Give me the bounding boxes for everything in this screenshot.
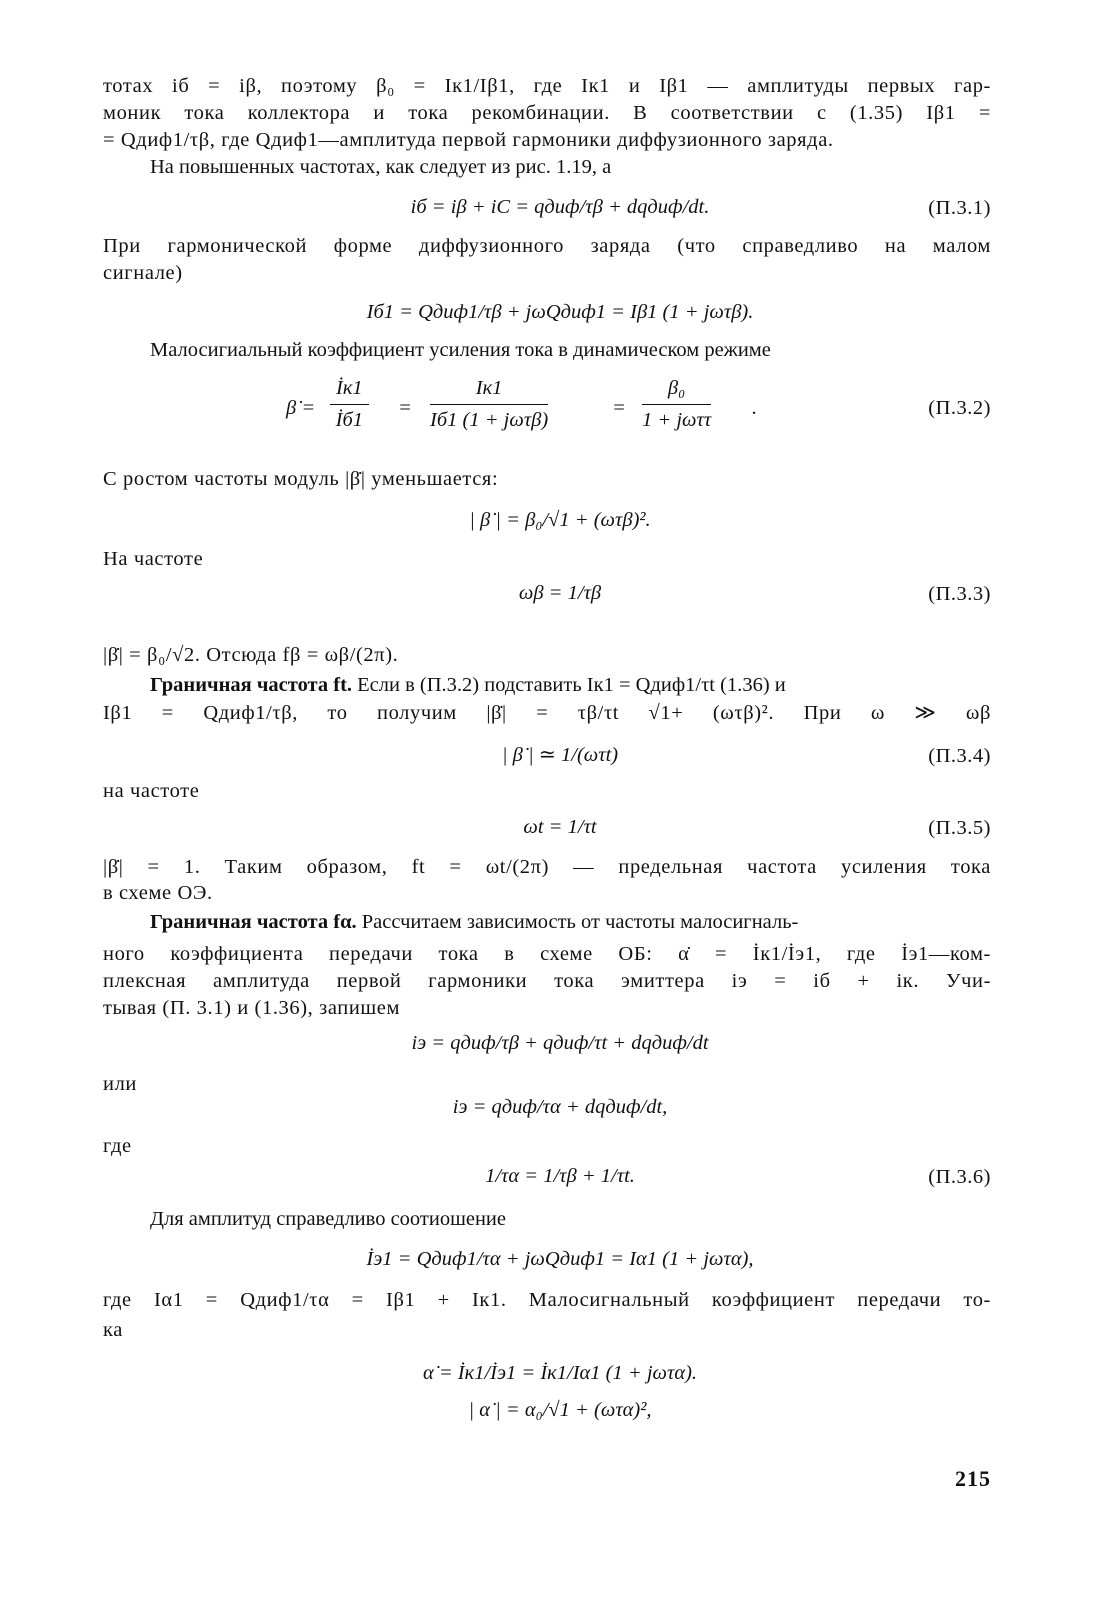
text-line: сигнале) [103, 262, 183, 284]
text-line: моник тока коллектора и тока рекомбинации. В соответствии с (1.35) Iβ1 = [103, 102, 991, 124]
equation-ie1: iэ = qдиф/τβ + qдиф/τt + dqдиф/dt [411, 1032, 709, 1054]
text-line: Граничная частота ft. Если в (П.3.2) подставить Iк1 = Qдиф1/τt (1.36) и [150, 674, 786, 696]
equation-alpha-modulus: | α̇ | = α₀/√1 + (ωτα)², [468, 1399, 652, 1421]
period: . [752, 397, 758, 419]
equation-number: (П.3.1) [928, 197, 991, 219]
fraction-numerator: β₀ [642, 377, 711, 405]
text-line: на частоте [103, 780, 200, 802]
equation-number: (П.3.2) [928, 397, 991, 419]
equation-ib1: Iб1 = Qдиф1/τβ + jωQдиф1 = Iβ1 (1 + jωτβ). [366, 301, 754, 323]
section-heading: Граничная частота ft. [150, 674, 353, 696]
text-line: |β̇| = 1. Таким образом, ft = ωt/(2π) — предельная частота усиления тока [103, 856, 991, 878]
text-line: На частоте [103, 548, 204, 570]
text-line: в схеме ОЭ. [103, 882, 213, 904]
text-line: или [103, 1073, 137, 1095]
text-line: С ростом частоты модуль |β̇| уменьшается: [103, 468, 499, 490]
equation-p35: ωt = 1/τt [523, 816, 597, 838]
fraction-beta0 [642, 377, 711, 432]
fraction-denominator: Iб1 (1 + jωτβ) [430, 409, 549, 431]
equation-p31: iб = iβ + iC = qдиф/τβ + dqдиф/dt. [410, 196, 710, 218]
text-line: = Qдиф1/τβ, где Qдиф1—амплитуда первой гармоники диффузионного заряда. [103, 129, 834, 151]
equation-ie2: iэ = qдиф/τα + dqдиф/dt, [452, 1096, 668, 1118]
text-line: Граничная частота fα. Рассчитаем зависимость от частоты малосигналь- [150, 911, 799, 933]
equals-sign: = [612, 397, 626, 419]
section-heading: Граничная частота fα. [150, 911, 357, 933]
text-line: Iβ1 = Qдиф1/τβ, то получим |β̇| = τβ/τt √1+ (ωτβ)². При ω ≫ ωβ [103, 702, 991, 724]
fraction-numerator: Iк1 [430, 377, 548, 405]
fraction-numerator: İк1 [330, 377, 369, 405]
text-line: где [103, 1135, 132, 1157]
equation-number: (П.3.5) [928, 817, 991, 839]
equals-sign: = [398, 397, 412, 419]
equation-number: (П.3.6) [928, 1166, 991, 1188]
text-line: тотах iб = iβ, поэтому β₀ = Iк1/Iβ1, где Iк1 и Iβ1 — амплитуды первых гар- [103, 75, 991, 97]
text-line: плексная амплитуда первой гармоники тока эмиттера iэ = iб + iк. Учи- [103, 970, 991, 992]
equation-p34: | β̇ | ≃ 1/(ωτt) [501, 744, 619, 766]
equation-number: (П.3.3) [928, 583, 991, 605]
equation-alpha: α̇ = İк1/İэ1 = İк1/Iα1 (1 + jωτα). [422, 1362, 698, 1384]
equation-number: (П.3.4) [928, 745, 991, 767]
text-line: Для амплитуд справедливо соотиошение [150, 1208, 506, 1230]
beta-dot-symbol: β̇ = [286, 397, 316, 419]
equation-p33: ωβ = 1/τβ [518, 582, 602, 604]
text-line: |β̇| = β₀/√2. Отсюда fβ = ωβ/(2π). [103, 644, 399, 666]
equation-ie-amplitude: İэ1 = Qдиф1/τα + jωQдиф1 = Iα1 (1 + jωτα), [366, 1248, 754, 1270]
text-line: При гармонической форме диффузионного заряда (что справедливо на малом [103, 235, 991, 257]
text-line: ка [103, 1319, 123, 1341]
text-line: ного коэффициента передачи тока в схеме ОБ: α̇ = İк1/İэ1, где İэ1—ком- [103, 943, 991, 965]
equation-beta-modulus: | β̇ | = β₀/√1 + (ωτβ)². [469, 509, 651, 531]
text-line: Малосигиальный коэффициент усиления тока в динамическом режиме [150, 339, 771, 361]
text-line: тывая (П. 3.1) и (1.36), запишем [103, 997, 401, 1019]
fraction-denominator: İб1 [335, 409, 364, 431]
text-line: На повышенных частотах, как следует из рис. 1.19, а [150, 156, 612, 178]
page-number: 215 [955, 1466, 991, 1491]
equation-p36: 1/τα = 1/τβ + 1/τt. [485, 1165, 635, 1187]
fraction-denominator: 1 + jωττ [642, 409, 712, 431]
fraction-ik1-ib1-jw [430, 377, 548, 432]
text-line: где Iα1 = Qдиф1/τα = Iβ1 + Iк1. Малосигнальный коэффициент передачи то- [103, 1289, 991, 1311]
fraction-ik1-ib1 [330, 377, 369, 432]
